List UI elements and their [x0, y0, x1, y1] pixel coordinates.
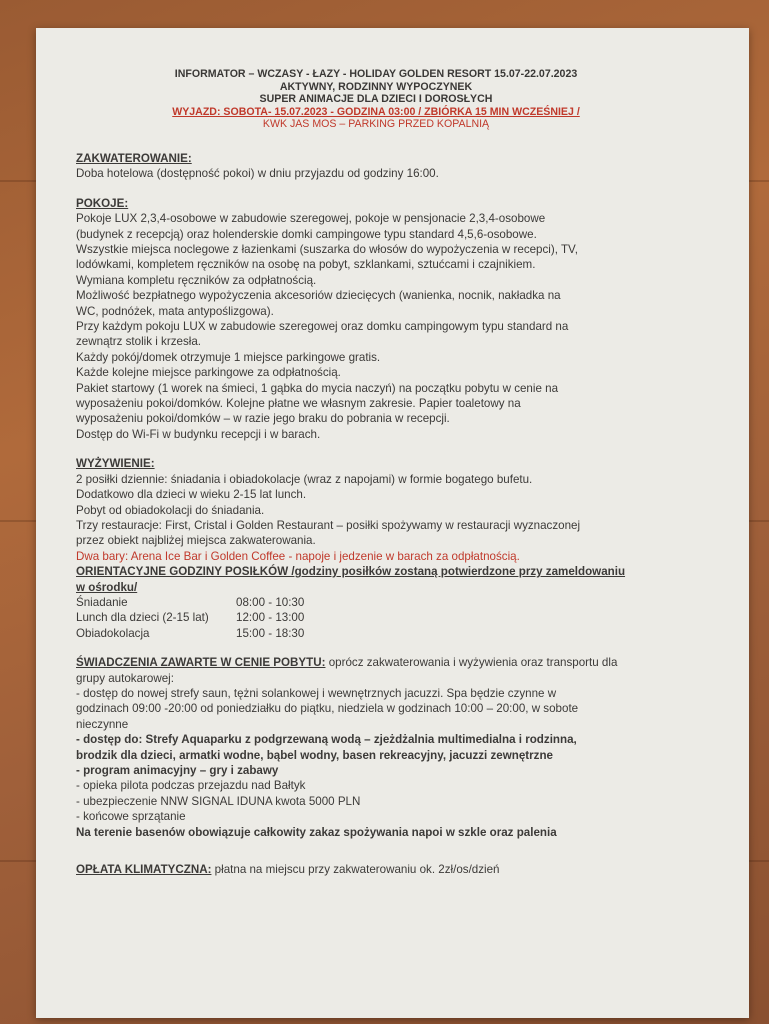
meal-hours-title-cont: w ośrodku/: [76, 580, 138, 594]
text-line: grupy autokarowej:: [76, 671, 174, 685]
section-title: POKOJE:: [76, 196, 129, 210]
section-oplata: [76, 862, 676, 877]
section-text: Doba hotelowa (dostępność pokoi) w dniu przyjazdu od godziny 16:00.: [76, 167, 439, 181]
meal-time: 08:00 - 10:30: [236, 595, 305, 609]
pool-warning: Na terenie basenów obowiązuje całkowity zakaz spożywania napoi w szkle oraz palenia: [76, 825, 557, 839]
table-row: [76, 610, 304, 625]
section-pokoje: [76, 196, 676, 443]
text-line: wyposażeniu pokoi/domków – w razie jego braku do pobrania w recepcji.: [76, 412, 450, 426]
bars-note: Dwa bary: Arena Ice Bar i Golden Coffee - napoje i jedzenie w barach za odpłatnością.: [76, 549, 520, 563]
section-title-line: [76, 655, 676, 670]
section-zakwaterowanie: [76, 151, 676, 182]
section-wyzywienie: [76, 456, 676, 641]
meal-name: Śniadanie: [76, 595, 128, 609]
meeting-point: KWK JAS MOS – PARKING PRZED KOPALNIĄ: [262, 118, 490, 131]
section-title: WYŻYWIENIE:: [76, 457, 155, 471]
table-row: [76, 595, 304, 610]
meal-hours-table: [76, 595, 304, 641]
header-line-3: SUPER ANIMACJE DLA DZIECI I DOROSŁYCH: [259, 93, 493, 106]
document-header: [76, 68, 676, 131]
text-line: Wszystkie miejsca noclegowe z łazienkami (suszarka do włosów do wypożyczenia w recepci), TV,: [76, 243, 578, 256]
text-line: - ubezpieczenie NNW SIGNAL IDUNA kwota 5000 PLN: [76, 794, 361, 808]
text-line: 2 posiłki dziennie: śniadania i obiadokolacje (wraz z napojami) w formie bogatego bufetu.: [76, 472, 533, 486]
text-line: nieczynne: [76, 717, 129, 731]
paper-sheet: [36, 28, 749, 1018]
text-line: Możliwość bezpłatnego wypożyczenia akcesoriów dziecięcych (wanienka, nocnik, nakładka na: [76, 289, 561, 303]
section-title-rest: oprócz zakwaterowania i wyżywienia oraz transportu dla: [325, 656, 618, 670]
meal-time: 12:00 - 13:00: [236, 611, 305, 625]
document-body: [76, 68, 676, 877]
text-line: lodówkami, kompletem ręczników na osobę na pobyt, szklankami, sztućcami i czajnikiem.: [76, 258, 536, 272]
section-title: OPŁATA KLIMATYCZNA:: [76, 863, 212, 877]
text-line: - końcowe sprzątanie: [76, 810, 186, 824]
meal-name: Obiadokolacja: [76, 626, 150, 640]
text-line: Przy każdym pokoju LUX w zabudowie szeregowej oraz domku campingowym typu standard na: [76, 320, 569, 334]
text-line: Wymiana kompletu ręczników za odpłatnością.: [76, 273, 317, 287]
section-text: płatna na miejscu przy zakwaterowaniu ok. 2zł/os/dzień: [211, 863, 500, 877]
text-line: Dostęp do Wi-Fi w budynku recepcji i w barach.: [76, 427, 321, 441]
meal-hours-title: ORIENTACYJNE GODZINY POSIŁKÓW /godziny posiłków zostaną potwierdzone przy zameldowaniu: [76, 565, 626, 579]
text-line: WC, podnóżek, mata antypoślizgowa).: [76, 304, 274, 318]
section-title: ŚWIADCZENIA ZAWARTE W CENIE POBYTU:: [76, 656, 326, 670]
table-row: [76, 626, 304, 641]
text-line: Pokoje LUX 2,3,4-osobowe w zabudowie szeregowej, pokoje w pensjonacie 2,3,4-osobowe: [76, 212, 546, 226]
text-line: przez obiekt najbliżej miejsca zakwaterowania.: [76, 534, 316, 548]
meal-time: 15:00 - 18:30: [236, 626, 305, 640]
text-line: Pakiet startowy (1 worek na śmieci, 1 gąbka do mycia naczyń) na początku pobytu w cenie na: [76, 381, 559, 395]
header-line-2: AKTYWNY, RODZINNY WYPOCZYNEK: [279, 80, 473, 93]
text-line: - dostęp do nowej strefy saun, tężni solankowej i wewnętrznych jacuzzi. Spa będzie czynne w: [76, 686, 557, 700]
text-line: Pobyt od obiadokolacji do śniadania.: [76, 503, 265, 517]
text-line: Dodatkowo dla dzieci w wieku 2-15 lat lunch.: [76, 488, 307, 502]
section-title: ZAKWATEROWANIE:: [76, 151, 192, 165]
text-line: godzinach 09:00 -20:00 od poniedziałku do piątku, niedziela w godzinach 10:00 – 20:00, w sobote: [76, 702, 579, 716]
meal-name: Lunch dla dzieci (2-15 lat): [76, 611, 209, 625]
text-line-bold: - dostęp do: Strefy Aquaparku z podgrzewaną wodą – zjeżdżalnia multimedialna i rodzinna,: [76, 733, 577, 747]
section-swiadczenia: [76, 655, 676, 840]
text-line: - opieka pilota podczas przejazdu nad Bałtyk: [76, 779, 306, 793]
text-line: Każde kolejne miejsce parkingowe za odpłatnością.: [76, 366, 341, 380]
departure-line: WYJAZD: SOBOTA- 15.07.2023 - GODZINA 03:00 / ZBIÓRKA 15 MIN WCZEŚNIEJ /: [172, 105, 580, 118]
header-line-1: INFORMATOR – WCZASY - ŁAZY - HOLIDAY GOLDEN RESORT 15.07-22.07.2023: [174, 68, 578, 80]
text-line: wyposażeniu pokoi/domków. Kolejne płatne we własnym zakresie. Papier toaletowy na: [76, 397, 521, 411]
text-line: Trzy restauracje: First, Cristal i Golden Restaurant – posiłki spożywamy w restauracji wyznaczonej: [76, 518, 581, 532]
climate-fee-line: [76, 862, 676, 877]
text-line: (budynek z recepcją) oraz holenderskie domki campingowe typu standard 4,5,6-osobowe.: [76, 227, 537, 241]
text-line-bold: - program animacyjny – gry i zabawy: [76, 764, 279, 777]
text-line: zewnątrz stolik i krzesła.: [76, 335, 201, 349]
text-line-bold: brodzik dla dzieci, armatki wodne, bąbel wodny, basen rekreacyjny, jacuzzi zewnętrzne: [76, 748, 553, 762]
text-line: Każdy pokój/domek otrzymuje 1 miejsce parkingowe gratis.: [76, 350, 381, 364]
